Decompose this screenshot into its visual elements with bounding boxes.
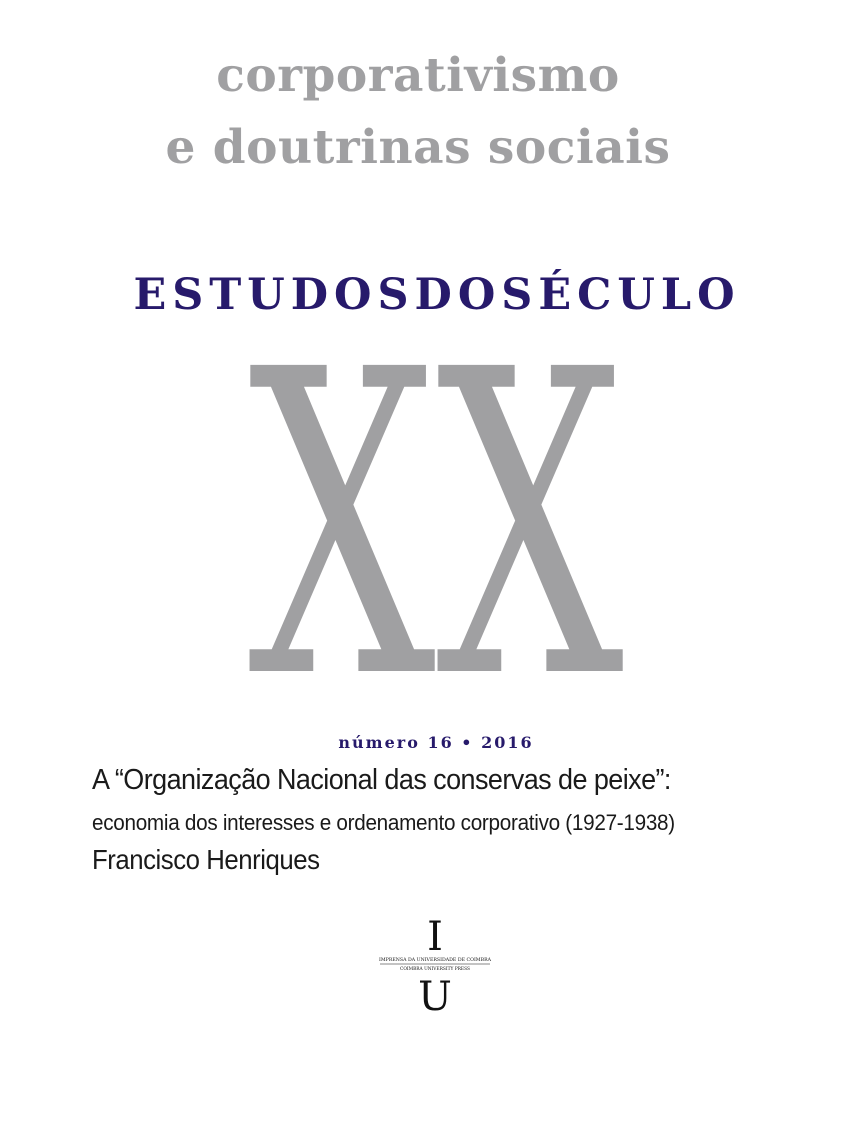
logo-publisher-name: IMPRENSA DA UNIVERSIDADE DE COIMBRA	[379, 957, 492, 963]
publisher-logo	[376, 912, 494, 1018]
article-author: Francisco Henriques	[92, 844, 320, 875]
theme-title-line-2: e doutrinas sociais	[165, 120, 671, 175]
roman-numeral-text: XX	[248, 360, 626, 682]
theme-title-line-1: corporativismo	[216, 48, 620, 103]
article-title: A “Organização Nacional das conservas de peixe”:	[92, 764, 671, 796]
journal-name: ESTUDOSDOSÉCULO	[133, 270, 741, 320]
issue-number-year: número 16 • 2016	[338, 733, 534, 752]
roman-numeral-xx	[246, 360, 626, 682]
logo-letter-u: U	[418, 974, 452, 1018]
article-subtitle: economia dos interesses e ordenamento corporativo (1927-1938)	[92, 810, 675, 835]
logo-letter-i: I	[427, 914, 443, 960]
logo-publisher-name-en: COIMBRA UNIVERSITY PRESS	[400, 966, 471, 972]
